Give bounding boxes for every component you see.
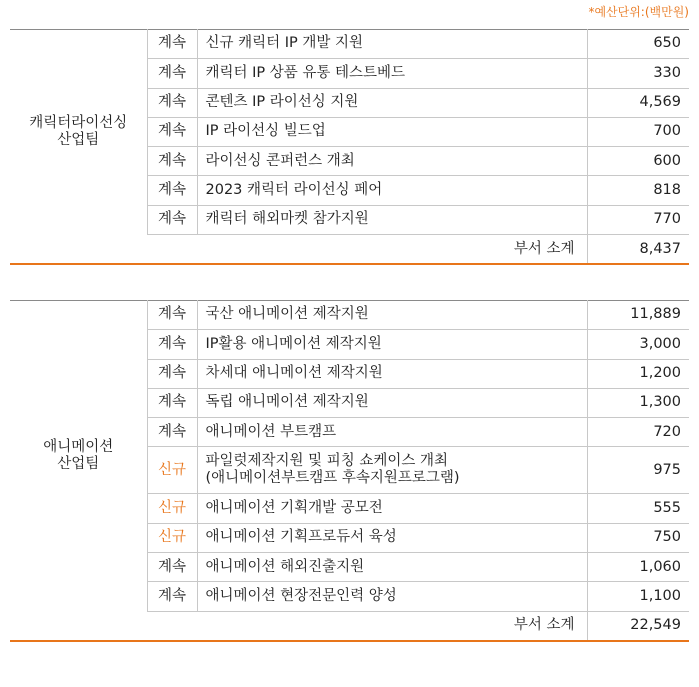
amount-cell: 650: [587, 30, 689, 59]
character-licensing-budget-table: [10, 29, 689, 265]
subtotal-label: 부서 소계: [10, 611, 587, 641]
status-cell: 계속: [147, 59, 197, 88]
project-name-line2: (애니메이션부트캠프 후속지원프로그램): [205, 470, 460, 487]
subtotal-amount: 8,437: [587, 235, 689, 265]
status-cell: 계속: [147, 301, 197, 330]
dept-name-line2: 산업팀: [57, 132, 100, 149]
amount-cell: 975: [587, 447, 689, 494]
amount-cell: 720: [587, 418, 689, 447]
status-cell: 계속: [147, 330, 197, 359]
project-name: 애니메이션 해외진출지원: [197, 553, 587, 582]
project-name: 캐릭터 IP 상품 유통 테스트베드: [197, 59, 587, 88]
amount-cell: 330: [587, 59, 689, 88]
budget-unit-note: *예산단위:(백만원): [588, 5, 689, 19]
amount-cell: 1,200: [587, 359, 689, 388]
amount-cell: 770: [587, 205, 689, 234]
table-row: [10, 30, 689, 59]
status-cell: 계속: [147, 88, 197, 117]
status-cell: 계속: [147, 117, 197, 146]
project-name: 애니메이션 기획프로듀서 육성: [197, 523, 587, 552]
animation-budget-table: [10, 300, 689, 642]
project-name: IP 라이선싱 빌드업: [197, 117, 587, 146]
status-cell: 계속: [147, 147, 197, 176]
project-name: 차세대 애니메이션 제작지원: [197, 359, 587, 388]
project-name: 독립 애니메이션 제작지원: [197, 388, 587, 417]
subtotal-row: [10, 235, 689, 265]
dept-cell: [10, 301, 147, 612]
project-name-line1: 파일럿제작지원 및 피칭 쇼케이스 개최: [205, 453, 449, 470]
amount-cell: 1,100: [587, 582, 689, 611]
project-name: 애니메이션 현장전문인력 양성: [197, 582, 587, 611]
status-cell: 계속: [147, 553, 197, 582]
table-row: [10, 301, 689, 330]
status-cell: 신규: [147, 447, 197, 494]
project-name: 캐릭터 해외마켓 참가지원: [197, 205, 587, 234]
amount-cell: 600: [587, 147, 689, 176]
project-name: 국산 애니메이션 제작지원: [197, 301, 587, 330]
status-cell: 계속: [147, 205, 197, 234]
amount-cell: 1,060: [587, 553, 689, 582]
project-name: 2023 캐릭터 라이선싱 페어: [197, 176, 587, 205]
status-cell: 계속: [147, 30, 197, 59]
subtotal-label: 부서 소계: [10, 235, 587, 265]
dept-name-line2: 산업팀: [57, 456, 100, 473]
status-cell: 신규: [147, 494, 197, 523]
status-cell: 계속: [147, 582, 197, 611]
amount-cell: 4,569: [587, 88, 689, 117]
amount-cell: 818: [587, 176, 689, 205]
amount-cell: 555: [587, 494, 689, 523]
dept-cell: [10, 30, 147, 235]
project-name: 라이선싱 콘퍼런스 개최: [197, 147, 587, 176]
status-cell: 계속: [147, 388, 197, 417]
amount-cell: 11,889: [587, 301, 689, 330]
project-name: 신규 캐릭터 IP 개발 지원: [197, 30, 587, 59]
status-cell: 계속: [147, 418, 197, 447]
amount-cell: 1,300: [587, 388, 689, 417]
amount-cell: 3,000: [587, 330, 689, 359]
subtotal-amount: 22,549: [587, 611, 689, 641]
status-cell: 계속: [147, 176, 197, 205]
subtotal-row: [10, 611, 689, 641]
amount-cell: 700: [587, 117, 689, 146]
status-cell: 계속: [147, 359, 197, 388]
dept-name-line1: 애니메이션: [43, 438, 114, 455]
project-name: 애니메이션 기획개발 공모전: [197, 494, 587, 523]
project-name: 콘텐츠 IP 라이선싱 지원: [197, 88, 587, 117]
project-name: [197, 447, 587, 494]
status-cell: 신규: [147, 523, 197, 552]
project-name: 애니메이션 부트캠프: [197, 418, 587, 447]
project-name: IP활용 애니메이션 제작지원: [197, 330, 587, 359]
amount-cell: 750: [587, 523, 689, 552]
dept-name-line1: 캐릭터라이선싱: [29, 114, 128, 131]
